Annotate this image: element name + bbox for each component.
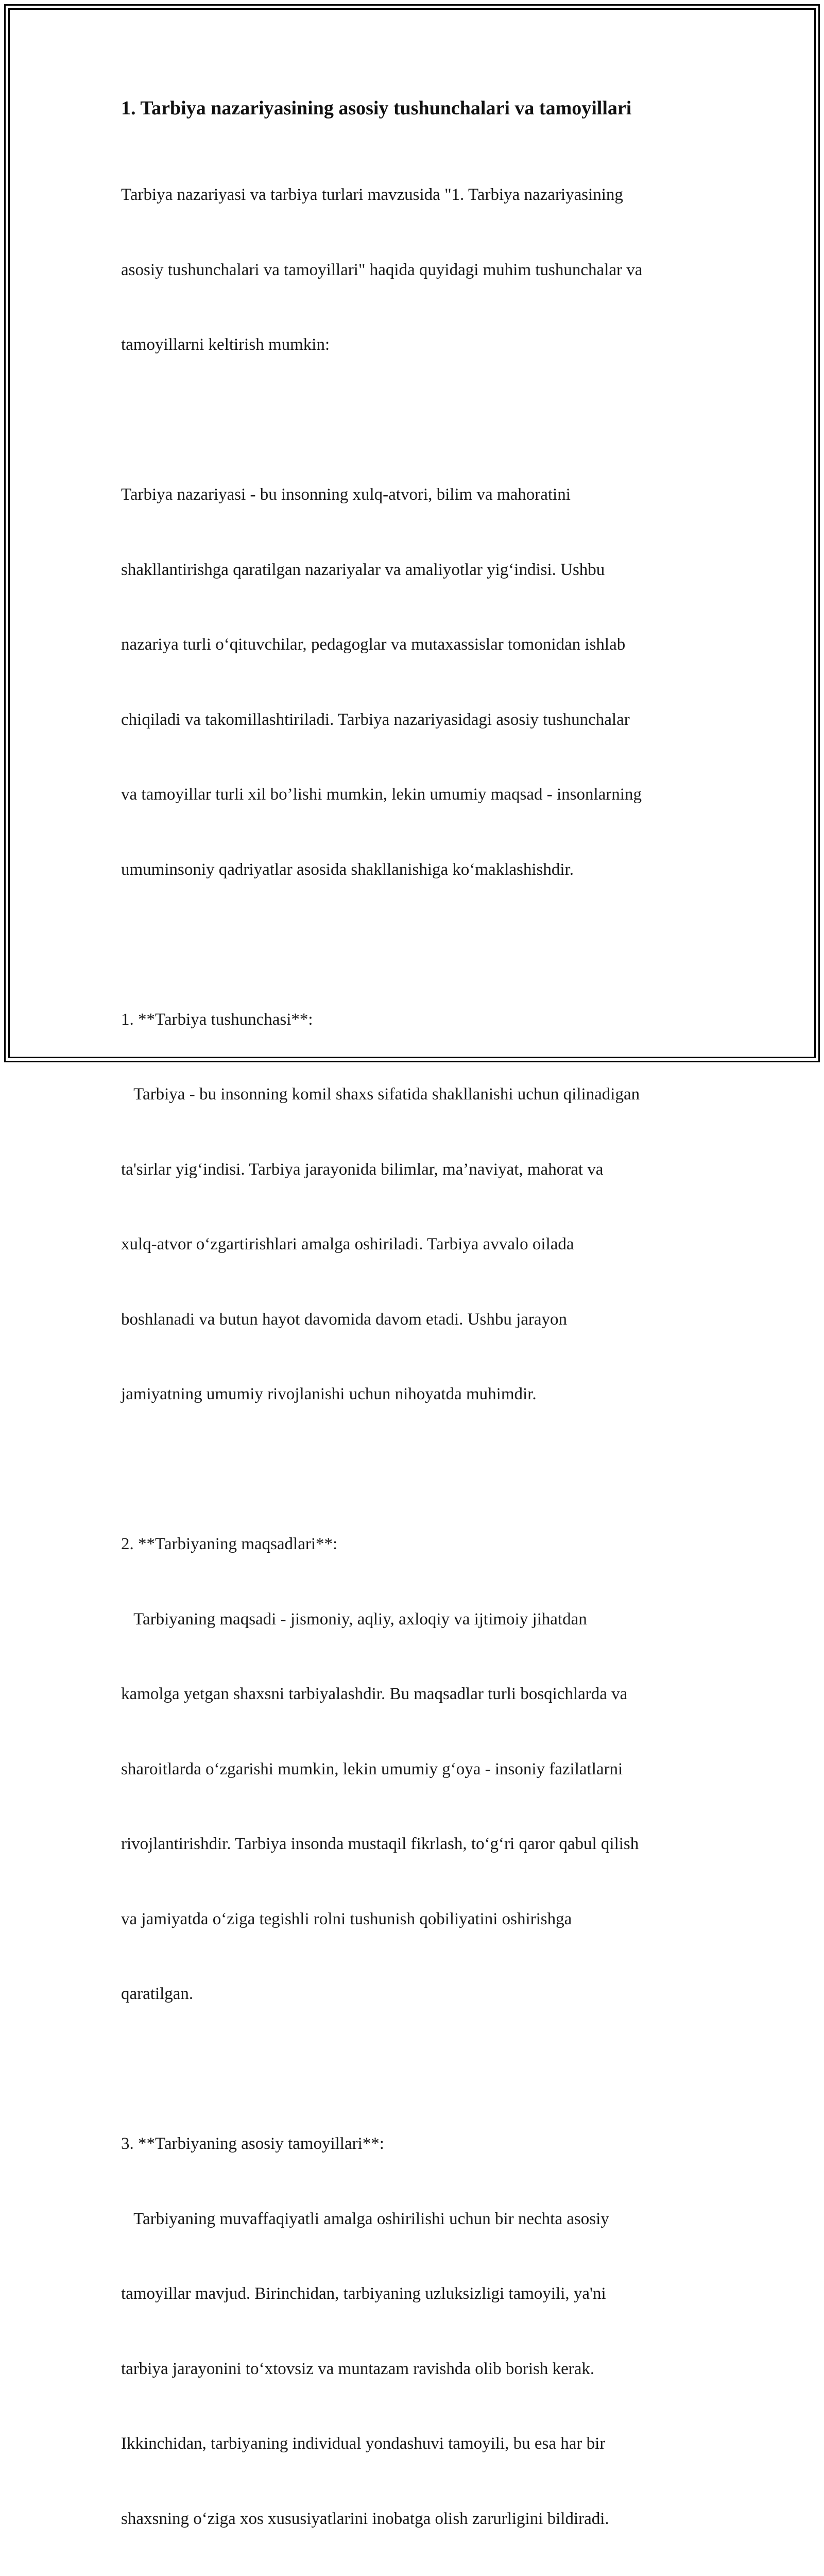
text-line: asosiy tushunchalari va tamoyillari" haqida quyidagi muhim tushunchalar va	[121, 260, 643, 279]
text-line: chiqiladi va takomillashtiriladi. Tarbiya nazariyasidagi asosiy tushunchalar	[121, 710, 630, 729]
section-tarbiyaning-maqsadlari	[121, 1482, 724, 2057]
text-line: shakllantirishga qaratilgan nazariyalar va amaliyotlar yig‘indisi. Ushbu	[121, 560, 605, 579]
section-title: 1. Tarbiya nazariyasining asosiy tushunchalari va tamoyillari	[121, 97, 632, 119]
text-line: va jamiyatda o‘ziga tegishli rolni tushunish qobiliyatini oshirishga	[121, 1909, 572, 1928]
text-line: xulq-atvor o‘zgartirishlari amalga oshiriladi. Tarbiya avvalo oilada	[121, 1235, 574, 1253]
text-line: shaxsning o‘ziga xos xususiyatlarini inobatga olish zarurligini bildiradi.	[121, 2509, 609, 2528]
text-line: Tarbiyaning muvaffaqiyatli amalga oshirilishi uchun bir nechta asosiy	[121, 2209, 609, 2228]
text-line: tamoyillar mavjud. Birinchidan, tarbiyaning uzluksizligi tamoyili, ya'ni	[121, 2284, 606, 2303]
section-heading-line: 3. **Tarbiyaning asosiy tamoyillari**:	[121, 2134, 384, 2153]
text-line: kamolga yetgan shaxsni tarbiyalashdir. Bu maqsadlar turli bosqichlarda va	[121, 1685, 628, 1703]
document-page	[121, 95, 724, 2576]
text-line: Tarbiya nazariyasi va tarbiya turlari mavzusida "1. Tarbiya nazariyasining	[121, 185, 623, 204]
intro-paragraph	[121, 132, 724, 408]
text-line: nazariya turli o‘qituvchilar, pedagoglar va mutaxassislar tomonidan ishlab	[121, 635, 626, 654]
section-tarbiya-tushunchasi	[121, 957, 724, 1457]
section-heading-line: 1. **Tarbiya tushunchasi**:	[121, 1010, 313, 1029]
text-line: tamoyillarni keltirish mumkin:	[121, 335, 330, 354]
text-line: sharoitlarda o‘zgarishi mumkin, lekin umumiy g‘oya - insoniy fazilatlarni	[121, 1759, 623, 1778]
text-line: ta'sirlar yig‘indisi. Tarbiya jarayonida bilimlar, ma’naviyat, mahorat va	[121, 1160, 604, 1179]
text-line: qaratilgan.	[121, 1985, 194, 2003]
text-line: tarbiya jarayonini to‘xtovsiz va muntazam ravishda olib borish kerak.	[121, 2359, 595, 2378]
text-line: Ikkinchidan, tarbiyaning individual yondashuvi tamoyili, bu esa har bir	[121, 2434, 606, 2453]
definition-paragraph	[121, 432, 724, 932]
text-line: boshlanadi va butun hayot davomida davom etadi. Ushbu jarayon	[121, 1310, 568, 1329]
text-line: Tarbiya - bu insonning komil shaxs sifatida shakllanishi uchun qilinadigan	[121, 1085, 640, 1104]
text-line: Tarbiya nazariyasi - bu insonning xulq-atvori, bilim va mahoratini	[121, 485, 571, 504]
section-asosiy-tamoyillari	[121, 2081, 724, 2576]
text-line: rivojlantirishdir. Tarbiya insonda mustaqil fikrlash, to‘g‘ri qaror qabul qilish	[121, 1835, 639, 1853]
text-line: umuminsoniy qadriyatlar asosida shakllanishiga ko‘maklashishdir.	[121, 860, 574, 879]
text-line: Tarbiyaning maqsadi - jismoniy, aqliy, axloqiy va ijtimoiy jihatdan	[121, 1609, 587, 1629]
text-line: va tamoyillar turli xil bo’lishi mumkin, lekin umumiy maqsad - insonlarning	[121, 785, 642, 804]
text-line: jamiyatning umumiy rivojlanishi uchun nihoyatda muhimdir.	[121, 1385, 537, 1403]
section-heading-line: 2. **Tarbiyaning maqsadlari**:	[121, 1535, 338, 1553]
